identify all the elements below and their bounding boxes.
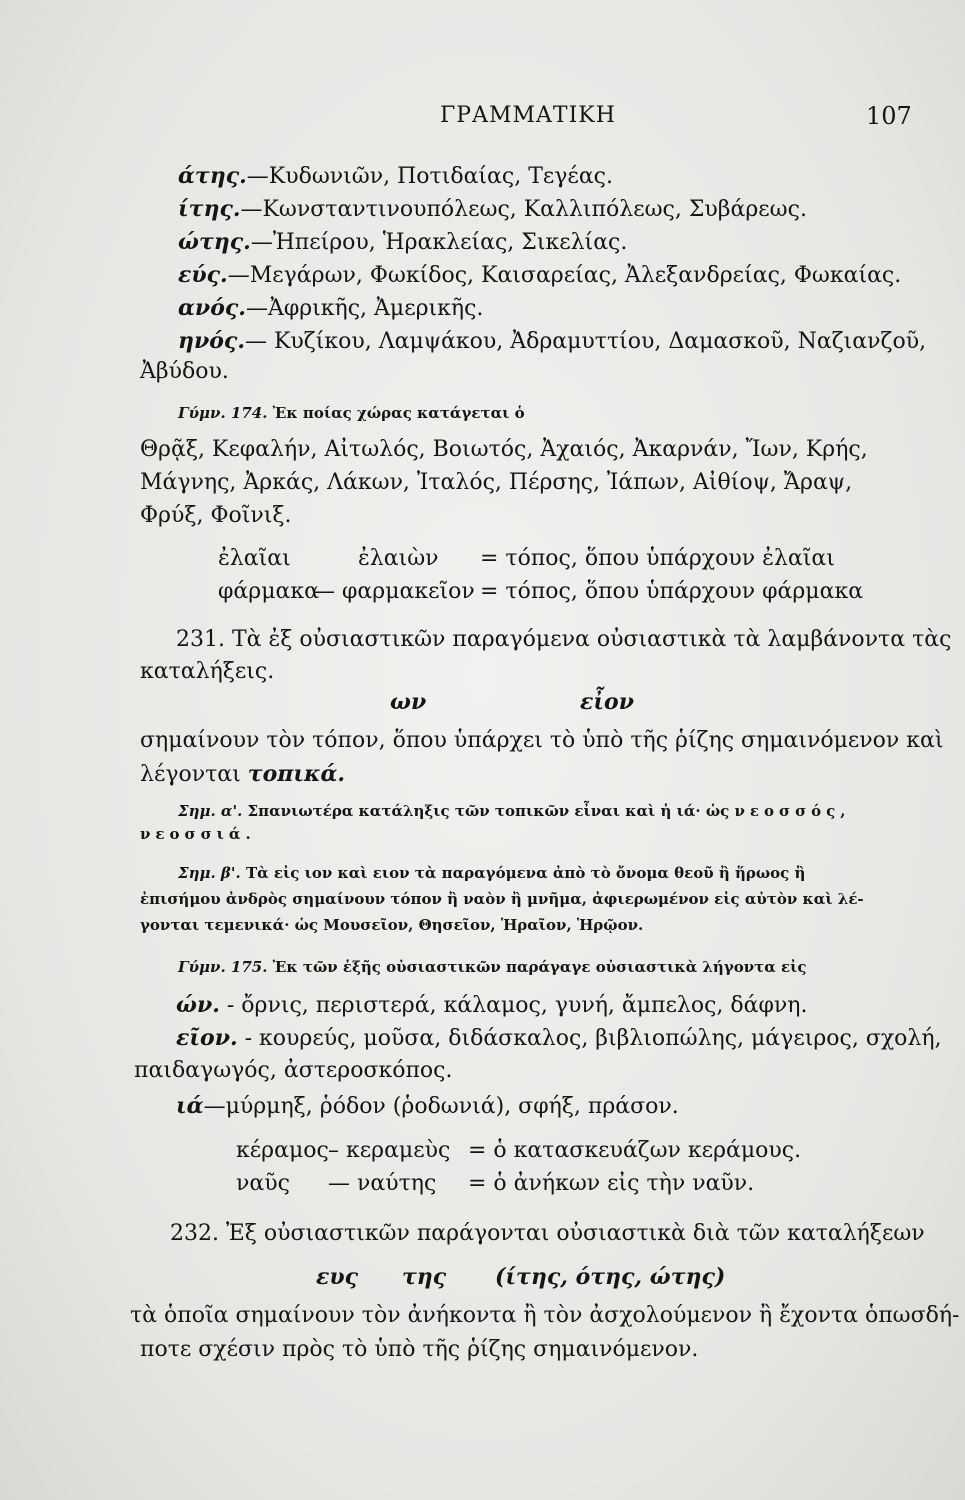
suffix: ώτης. xyxy=(178,229,251,255)
note-text: Σπανιωτέρα κατάληξις τῶν τοπικῶν εἶναι καὶ ἡ ιά· ὡς xyxy=(247,802,730,820)
example-meaning: = ὁ κατασκευάζων κεράμους. xyxy=(468,1138,802,1163)
item-text: — Κυζίκου, Λαμψάκου, Ἀδραμυττίου, Δαμασκοῦ, Ναζιανζοῦ, xyxy=(245,329,927,354)
section-231-line-4 xyxy=(140,760,345,789)
exercise-175-continuation: παιδαγωγός, ἀστεροσκόπος. xyxy=(134,1058,453,1083)
exercise-175-item xyxy=(176,991,807,1020)
example-meaning: = ὁ ἀνήκων εἰς τὴν ναῦν. xyxy=(468,1171,755,1196)
ending: ευς xyxy=(316,1264,359,1290)
exercise-174-header xyxy=(178,402,525,424)
suffix: ηνός. xyxy=(178,328,245,354)
note-text: Τὰ εἰς ιον καὶ ειον τὰ παραγόμενα ἀπὸ τὸ ὄνομα θεοῦ ἢ ἥρωος ἢ xyxy=(245,864,806,882)
exercise-175-header xyxy=(178,956,807,978)
example-meaning: = τόπος, ὅπου ὑπάρχουν φάρμακα xyxy=(480,579,864,604)
item-text: - κουρεύς, μοῦσα, διδάσκαλος, βιβλιοπώλης, μάγειρος, σχολή, xyxy=(244,1026,942,1051)
note-a-example-2: νεοσσιά. xyxy=(140,825,256,843)
example-base: κέραμος xyxy=(236,1138,329,1163)
list-item xyxy=(178,327,926,356)
example-derived: ἐλαιὼν xyxy=(358,546,439,571)
page-number: 107 xyxy=(866,102,912,130)
example-row xyxy=(236,1170,754,1198)
note-label: Σημ. α'. xyxy=(178,802,243,820)
item-text: - ὄρνις, περιστερά, κάλαμος, γυνή, ἄμπελος, δάφνη. xyxy=(226,993,808,1018)
suffix: εῖον. xyxy=(176,1025,238,1051)
section-231-line-2: καταλήξεις. xyxy=(140,659,275,684)
example-row xyxy=(218,545,835,573)
example-derived: — ναύτης xyxy=(328,1171,437,1196)
section-231-line-1: 231. Τὰ ἐξ οὐσιαστικῶν παραγόμενα οὐσιαστικὰ τὰ λαμβάνοντα τὰς xyxy=(176,627,952,652)
item-text: —Κυδωνιῶν, Ποτιδαίας, Τεγέας. xyxy=(246,164,613,189)
section-232-line-2: τὰ ὁποῖα σημαίνουν τὸν ἀνήκοντα ἢ τὸν ἀσχολούμενον ἢ ἔχοντα ὁπωσδή- xyxy=(130,1303,960,1328)
item-text: —Μεγάρων, Φωκίδος, Καισαρείας, Ἀλεξανδρείας, Φωκαίας. xyxy=(227,263,902,288)
example-base: ναῦς xyxy=(236,1171,290,1196)
suffix: ανός. xyxy=(178,295,246,321)
note-a xyxy=(178,800,851,822)
example-row xyxy=(236,1137,801,1165)
exercise-label: Γύμν. 175. xyxy=(178,958,268,976)
example-derived: – κεραμεὺς xyxy=(328,1138,451,1163)
item-text: —Ἀφρικῆς, Ἀμερικῆς. xyxy=(245,296,484,321)
section-232-line-3: ποτε σχέσιν πρὸς τὸ ὑπὸ τῆς ῥίζης σημαινόμενον. xyxy=(140,1337,699,1362)
ending: ων xyxy=(390,689,427,715)
exercise-prompt: Ἐκ ποίας χώρας κατάγεται ὁ xyxy=(272,404,525,422)
example-base: φάρμακα xyxy=(218,579,319,604)
note-b-line-2: ἐπισήμου ἀνδρὸς σημαίνουν τόπον ἢ ναὸν ἢ μνῆμα, ἀφιερωμένον εἰς αὐτὸν καὶ λέ- xyxy=(140,890,864,908)
suffix: ίτης. xyxy=(178,196,241,222)
item-text: —Ἠπείρου, Ἡρακλείας, Σικελίας. xyxy=(250,230,628,255)
running-header: ΓΡΑΜΜΑΤΙΚΗ xyxy=(440,103,616,128)
exercise-174-names-2: Μάγνης, Ἀρκάς, Λάκων, Ἰταλός, Πέρσης, Ἰάπων, Αἰθίοψ, Ἄραψ, xyxy=(140,470,853,495)
list-item xyxy=(178,294,483,323)
example-derived: — φαρμακεῖον xyxy=(313,579,475,604)
list-item xyxy=(178,228,627,257)
item-text: —Κωνσταντινουπόλεως, Καλλιπόλεως, Συβάρεως. xyxy=(240,197,807,222)
item-text: —μύρμηξ, ῥόδον (ῥοδωνιά), σφήξ, πράσον. xyxy=(203,1094,679,1119)
exercise-175-item xyxy=(176,1024,942,1053)
ending: εἶον xyxy=(580,689,634,715)
exercise-prompt: Ἐκ τῶν ἑξῆς οὐσιαστικῶν παράγαγε οὐσιαστικὰ λήγοντα εἰς xyxy=(272,958,807,976)
exercise-175-ia xyxy=(176,1092,679,1121)
example-row xyxy=(218,578,863,606)
note-label: Σημ. β'. xyxy=(178,864,241,882)
list-continuation: Ἀβύδου. xyxy=(140,359,229,384)
list-item xyxy=(178,162,613,191)
list-item xyxy=(178,261,901,290)
section-231-line-3: σημαίνουν τὸν τόπον, ὅπου ὑπάρχει τὸ ὑπὸ τῆς ῥίζης σημαινόμενον καὶ xyxy=(140,728,944,753)
example-base: ἐλαῖαι xyxy=(218,546,291,571)
section-232-line-1: 232. Ἐξ οὐσιαστικῶν παράγονται οὐσιαστικὰ διὰ τῶν καταλήξεων xyxy=(170,1221,925,1246)
suffix: ών. xyxy=(176,992,220,1018)
exercise-174-names-1: Θρᾷξ, Κεφαλήν, Αἰτωλός, Βοιωτός, Ἀχαιός, Ἀκαρνάν, Ἴων, Κρής, xyxy=(140,437,868,462)
suffix: εύς. xyxy=(178,262,228,288)
text: λέγονται xyxy=(140,762,241,787)
list-item xyxy=(178,195,807,224)
note-b-line-3: γονται τεμενικά· ὡς Μουσεῖον, Θησεῖον, Ἡραῖον, Ἡρῷον. xyxy=(140,916,644,934)
term: τοπικά. xyxy=(247,761,346,787)
suffix: ιά xyxy=(176,1093,204,1119)
note-b-line-1 xyxy=(178,862,805,884)
exercise-label: Γύμν. 174. xyxy=(178,404,268,422)
ending: (ίτης, ότης, ώτης) xyxy=(495,1264,726,1290)
example-meaning: = τόπος, ὅπου ὑπάρχουν ἐλαῖαι xyxy=(480,546,835,571)
suffix: άτης. xyxy=(178,163,247,189)
exercise-174-names-3: Φρύξ, Φοῖνιξ. xyxy=(140,503,292,528)
ending: της xyxy=(402,1264,447,1290)
note-example: νεοσσός, xyxy=(734,802,851,820)
